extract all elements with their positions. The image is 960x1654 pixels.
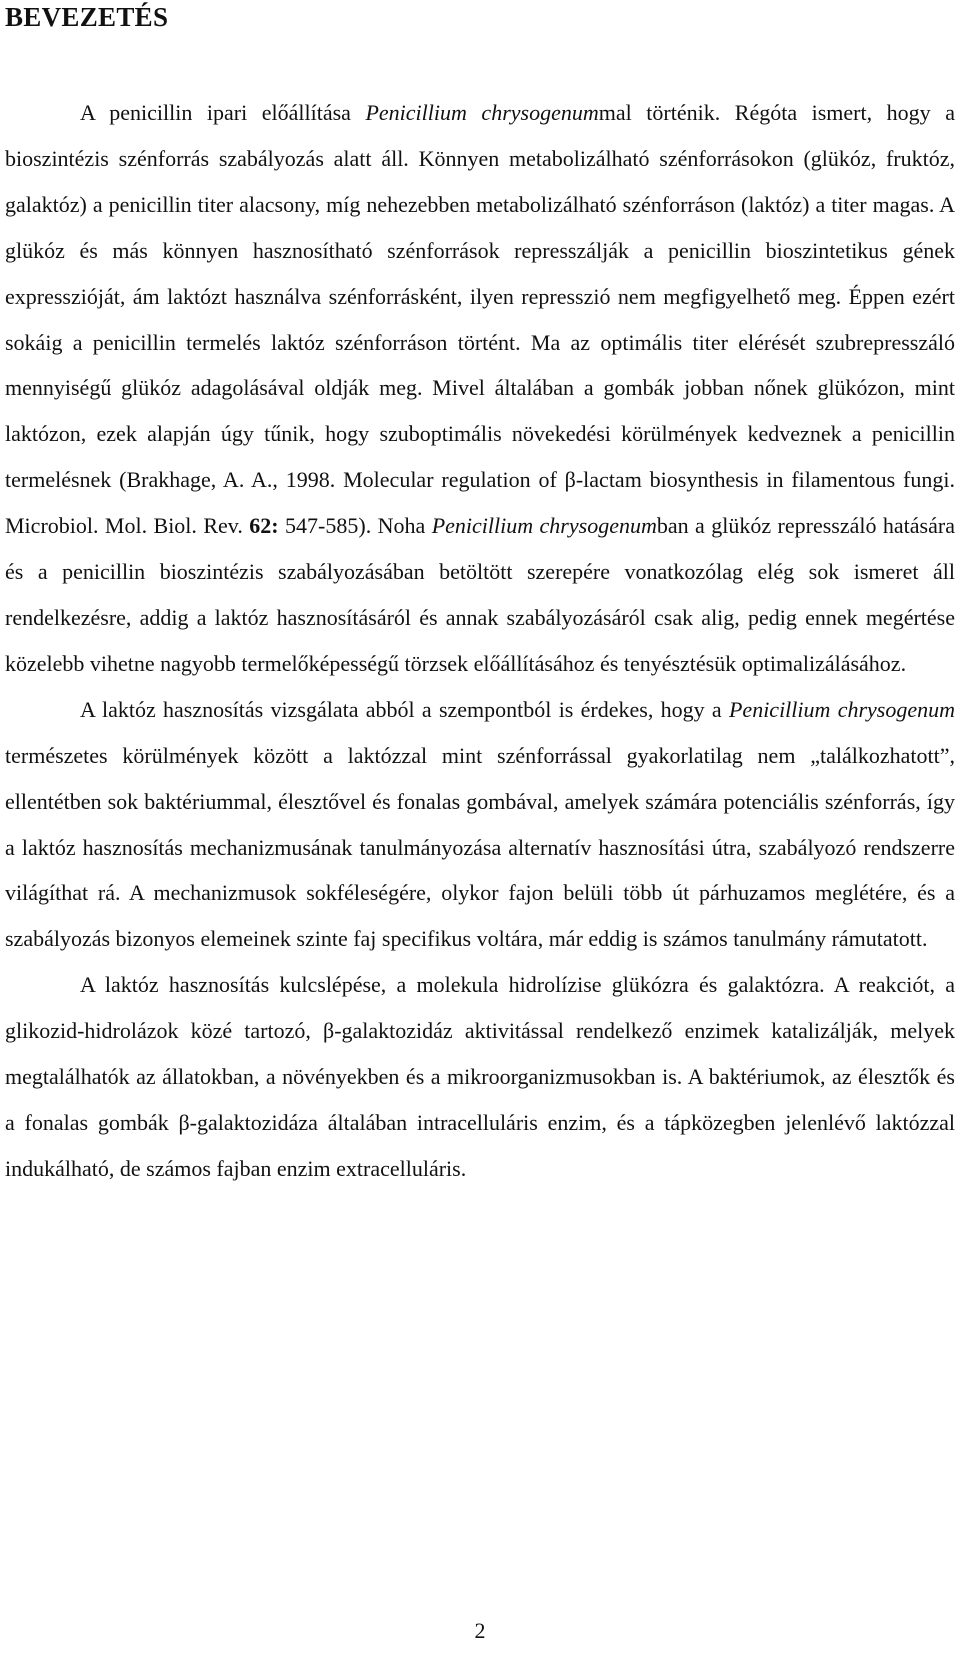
italic-run: Penicillium chrysogenum [728, 696, 955, 722]
text-run: A laktóz hasznosítás kulcslépése, a molekula hidrolízise glükózra és galaktózra. A reakciót, a glikozid-hidrolázok közé tartozó, β-galaktozidáz aktivitással rendelkező enzimek katalizálják, melyek megtalálhatók az állatokban, a növényekben és a mikroorganizmusokban is. A baktériumok, az élesztők és a fonalas gombák β-galaktozidáza általában intracelluláris enzim, és a tápközegben jelenlévő laktózzal indukálható, de számos fajban enzim extracelluláris. [5, 972, 955, 1181]
paragraph-1 [5, 90, 955, 687]
bold-run: 62: [249, 513, 279, 539]
italic-run: Penicillium chrysogenum [431, 513, 657, 539]
body-text [5, 90, 955, 1192]
paragraph-2 [5, 687, 955, 962]
text-run: ban a glükóz represszáló hatására és a penicillin bioszintézis szabályozásában betöltött szerepére vonatkozólag elég sok ismeret áll rendelkezésre, addig a laktóz hasznosításáról és annak szabályozásáról csak alig, pedig ennek megértése közelebb vihetne nagyobb termelőképességű törzsek előállításához és tenyésztésük optimalizálásához. [5, 513, 955, 676]
paragraph-3 [5, 962, 955, 1192]
section-heading: BEVEZETÉS [5, 2, 169, 32]
text-run: A penicillin ipari előállítása [80, 100, 366, 125]
text-run: természetes körülmények között a laktózzal mint szénforrással gyakorlatilag nem „találkozhatott”, ellentétben sok baktériummal, élesztővel és fonalas gombával, amelyek számára potenciális szénforrás, így a laktóz hasznosítás mechanizmusának tanulmányozása alternatív hasznosítási útra, szabályozó rendszerre világíthat rá. A mechanizmusok sokféleségére, olykor fajon belüli több út párhuzamos meglétére, és a szabályozás bizonyos elemeinek szinte faj specifikus voltára, már eddig is számos tanulmány rámutatott. [5, 742, 955, 952]
text-run: A laktóz hasznosítás vizsgálata abból a szempontból is érdekes, hogy a [80, 696, 729, 722]
italic-run: Penicillium chrysogenum [365, 100, 599, 125]
text-run: 547-585). Noha [278, 513, 432, 539]
page-number: 2 [474, 1618, 486, 1643]
text-run: mal történik. Régóta ismert, hogy a bioszintézis szénforrás szabályozás alatt áll. Könnyen metabolizálható szénforrásokon (glükóz, fruktóz, galaktóz) a penicillin titer alacsony, míg nehezebben metabolizálható szénforráson (laktóz) a titer magas. A glükóz és más könnyen hasznosítható szénforrások represszálják a penicillin bioszintetikus gének expresszióját, ám laktózt használva szénforrásként, ilyen represszió nem megfigyelhető meg. Éppen ezért sokáig a penicillin termelés laktóz szénforráson történt. Ma az optimális titer elérését szubrepresszáló mennyiségű glükóz adagolásával oldják meg. Mivel általában a gombák jobban nőnek glükózon, mint laktózon, ezek alapján úgy tűnik, hogy szuboptimális növekedési körülmények kedveznek a penicillin termelésnek (Brakhage, A. A., 1998. Molecular regulation of β-lactam biosynthesis in filamentous fungi. Microbiol. Mol. Biol. Rev. [5, 100, 955, 539]
